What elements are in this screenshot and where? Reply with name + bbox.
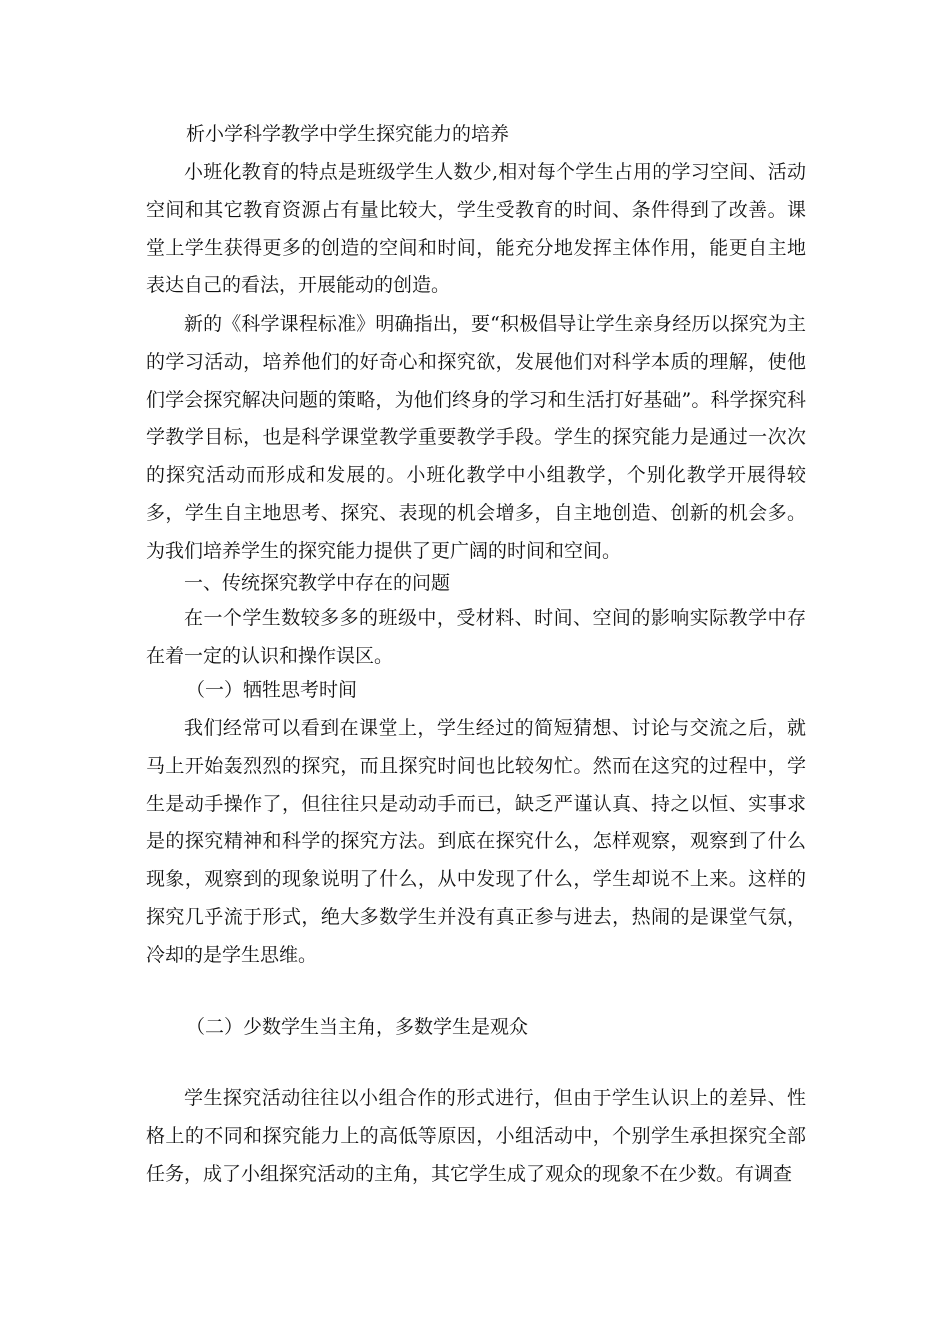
paragraph-misconceptions: 在一个学生数较多多的班级中，受材料、时间、空间的影响实际教学中存在着一定的认识和操作误区。 [146, 607, 806, 667]
paragraph-curriculum-standard: 新的《科学课程标准》明确指出，要“积极倡导让学生亲身经历以探究为主的学习活动，培养他们的好奇心和探究欲，发展他们对科学本质的理解，使他们学会探究解决问题的策略，为他们终身的学习和生活打好基础”。科学探究科学教学目标，也是科学课堂教学重要教学手段。学生的探究能力是通过一次次的探究活动而形成和发展的。小班化教学中小组教学，个别化教学开展得较多，学生自主地思考、探究、表现的机会增多，自主地创造、创新的机会多。为我们培养学生的探究能力提供了更广阔的时间和空间。 [146, 313, 806, 562]
paragraph-intro: 小班化教育的特点是班级学生人数少,相对每个学生占用的学习空间、活动空间和其它教育资源占有量比较大，学生受教育的时间、条件得到了改善。课堂上学生获得更多的创造的空间和时间，能充分地发挥主体作用，能更自主地表达自己的看法，开展能动的创造。 [146, 161, 806, 297]
document-title: 析小学科学教学中学生探究能力的培养 [186, 123, 510, 145]
paragraph-group-activity: 学生探究活动往往以小组合作的形式进行，但由于学生认识上的差异、性格上的不同和探究能力上的高低等原因，小组活动中，个别学生承担探究全部任务，成了小组探究活动的主角，其它学生成了观众的现象不在少数。有调查 [146, 1087, 806, 1185]
subsection-heading-few-students: （二）少数学生当主角，多数学生是观众 [186, 1016, 529, 1038]
subsection-heading-thinking-time: （一）牺牲思考时间 [186, 679, 358, 701]
paragraph-thinking-time: 我们经常可以看到在课堂上，学生经过的简短猜想、讨论与交流之后，就马上开始轰烈烈的探究，而且探究时间也比较匆忙。然而在这究的过程中，学生是动手操作了，但往往只是动动手而已，缺乏严谨认真、持之以恒、实事求是的探究精神和科学的探究方法。到底在探究什么，怎样观察，观察到了什么现象，观察到的现象说明了什么，从中发现了什么，学生却说不上来。这样的探究几乎流于形式，绝大多数学生并没有真正参与进去，热闹的是课堂气氛，冷却的是学生思维。 [146, 717, 806, 966]
section-heading-problems: 一、传统探究教学中存在的问题 [184, 572, 451, 594]
